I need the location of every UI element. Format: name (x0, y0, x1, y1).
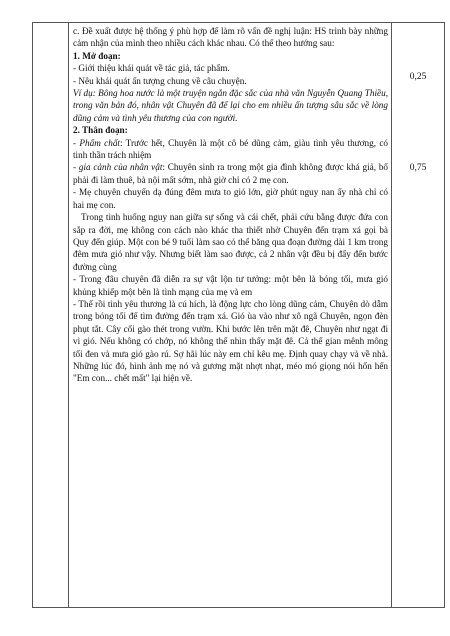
pham-chat-text: : Trước hết, Chuyên là một cô bé dũng cảm, giàu tình yêu thương, có tinh thần trách nhiệm (73, 137, 388, 161)
gia-canh-label: gia cảnh của nhân vật (78, 162, 163, 173)
answer-cell (69, 23, 392, 608)
than-doan-heading: 2. Thân đoạn: (73, 125, 128, 136)
mo-doan-example: Ví dụ: Bông hoa nước là một truyện ngắn đặc sắc của nhà văn Nguyễn Quang Thiều, trong văn bản đó, nhân vật Chuyên đã để lại cho em nhiều ấn tượng sâu sắc về lòng dũng cảm và tình yêu thương của con người. (73, 88, 388, 123)
intro-paragraph: c. Đề xuất được hệ thống ý phù hợp để làm rõ vấn đề nghị luận: HS trình bày những cảm nhận của mình theo nhiều cách khác nhau. Có thể theo hướng sau: (73, 26, 388, 49)
pham-chat-paragraph: - Phẩm chất: Trước hết, Chuyên là một cô bé dũng cảm, giàu tình yêu thương, có tinh thần trách nhiệm (73, 137, 388, 161)
question-cell (33, 23, 69, 608)
table-row (33, 23, 445, 608)
mo-doan-line-2: - Nêu khái quát ấn tượng chung về câu chuyện. (73, 75, 247, 86)
dau-tien-paragraph: - Trong đâu chuyên đã diễn ra sự vật lộn tư tưởng: một bên là bóng tối, mưa gió khủng khiếp một bên là tình mạng của mẹ và em (73, 274, 388, 297)
tinh-huong-paragraph: Trong tình huống nguy nan giữa sự sống và cái chết, phải cứu bằng được đứa con sắp ra đời, mẹ không con cách nào khác tha thiết nhờ Chuyên đến trạm xá gọi bà Quy đến giúp. Một con bé 9 tuổi làm sao có thể băng qua đoạn đường dài 1 km trong đêm mưa gió như vậy. Nhưng biết làm sao được, cả 2 nhân vật đều bị đẩy đến bước đường cùng (73, 212, 388, 272)
grading-table (32, 22, 445, 608)
mo-doan-heading: 1. Mở đoạn: (73, 50, 121, 61)
the-roi-paragraph: - Thế rồi tình yêu thương là cú hích, là động lực cho lòng dũng cảm, Chuyên dò dẫm trong bóng tối để tìm đường đến trạm xá. Gió ùa vào như xô ngã Chuyên, ngọn đèn phụt tắt. Cây cối gào thét trong vườn. Khi bước lên trên mặt đê, Chuyên như ngạt đi vì gió. Nếu không có chớp, nó không thể nhìn thấy mặt đê. Cả thế gian mênh mông tối đen và mưa gió gào rú. Sợ hãi lúc này em chỉ kêu mẹ. Định quay chạy và về nhà. Những lúc đó, hình ảnh mẹ nó và gương mặt nhợt nhạt, méo mó giọng nói hổn hển "Em con... chết mất" lại hiện về. (73, 298, 388, 384)
score-mo-doan: 0,25 (409, 72, 427, 82)
me-chuyen-paragraph: - Mẹ chuyên chuyển dạ đúng đêm mưa to gió lớn, giờ phút nguy nan ấy nhà chỉ có hai mẹ con. (73, 187, 388, 210)
mo-doan-line-1: - Giới thiệu khái quát về tác giả, tác phẩm. (73, 63, 230, 74)
score-than-doan: 0,75 (409, 163, 427, 173)
gia-canh-text: : Chuyên sinh ra trong một gia đình không được khá giả, bố phải đi làm thuê, bà nội mất sớm, nhà giờ chỉ có 2 mẹ con. (73, 162, 389, 185)
score-cell (392, 23, 445, 608)
gia-canh-paragraph: - gia cảnh của nhân vật: Chuyên sinh ra trong một gia đình không được khá giả, bố phải đi làm thuê, bà nội mất sớm, nhà giờ chỉ có 2 mẹ con. (73, 162, 389, 185)
pham-chat-label: Phẩm chất (79, 137, 120, 148)
answer-content (69, 23, 391, 388)
